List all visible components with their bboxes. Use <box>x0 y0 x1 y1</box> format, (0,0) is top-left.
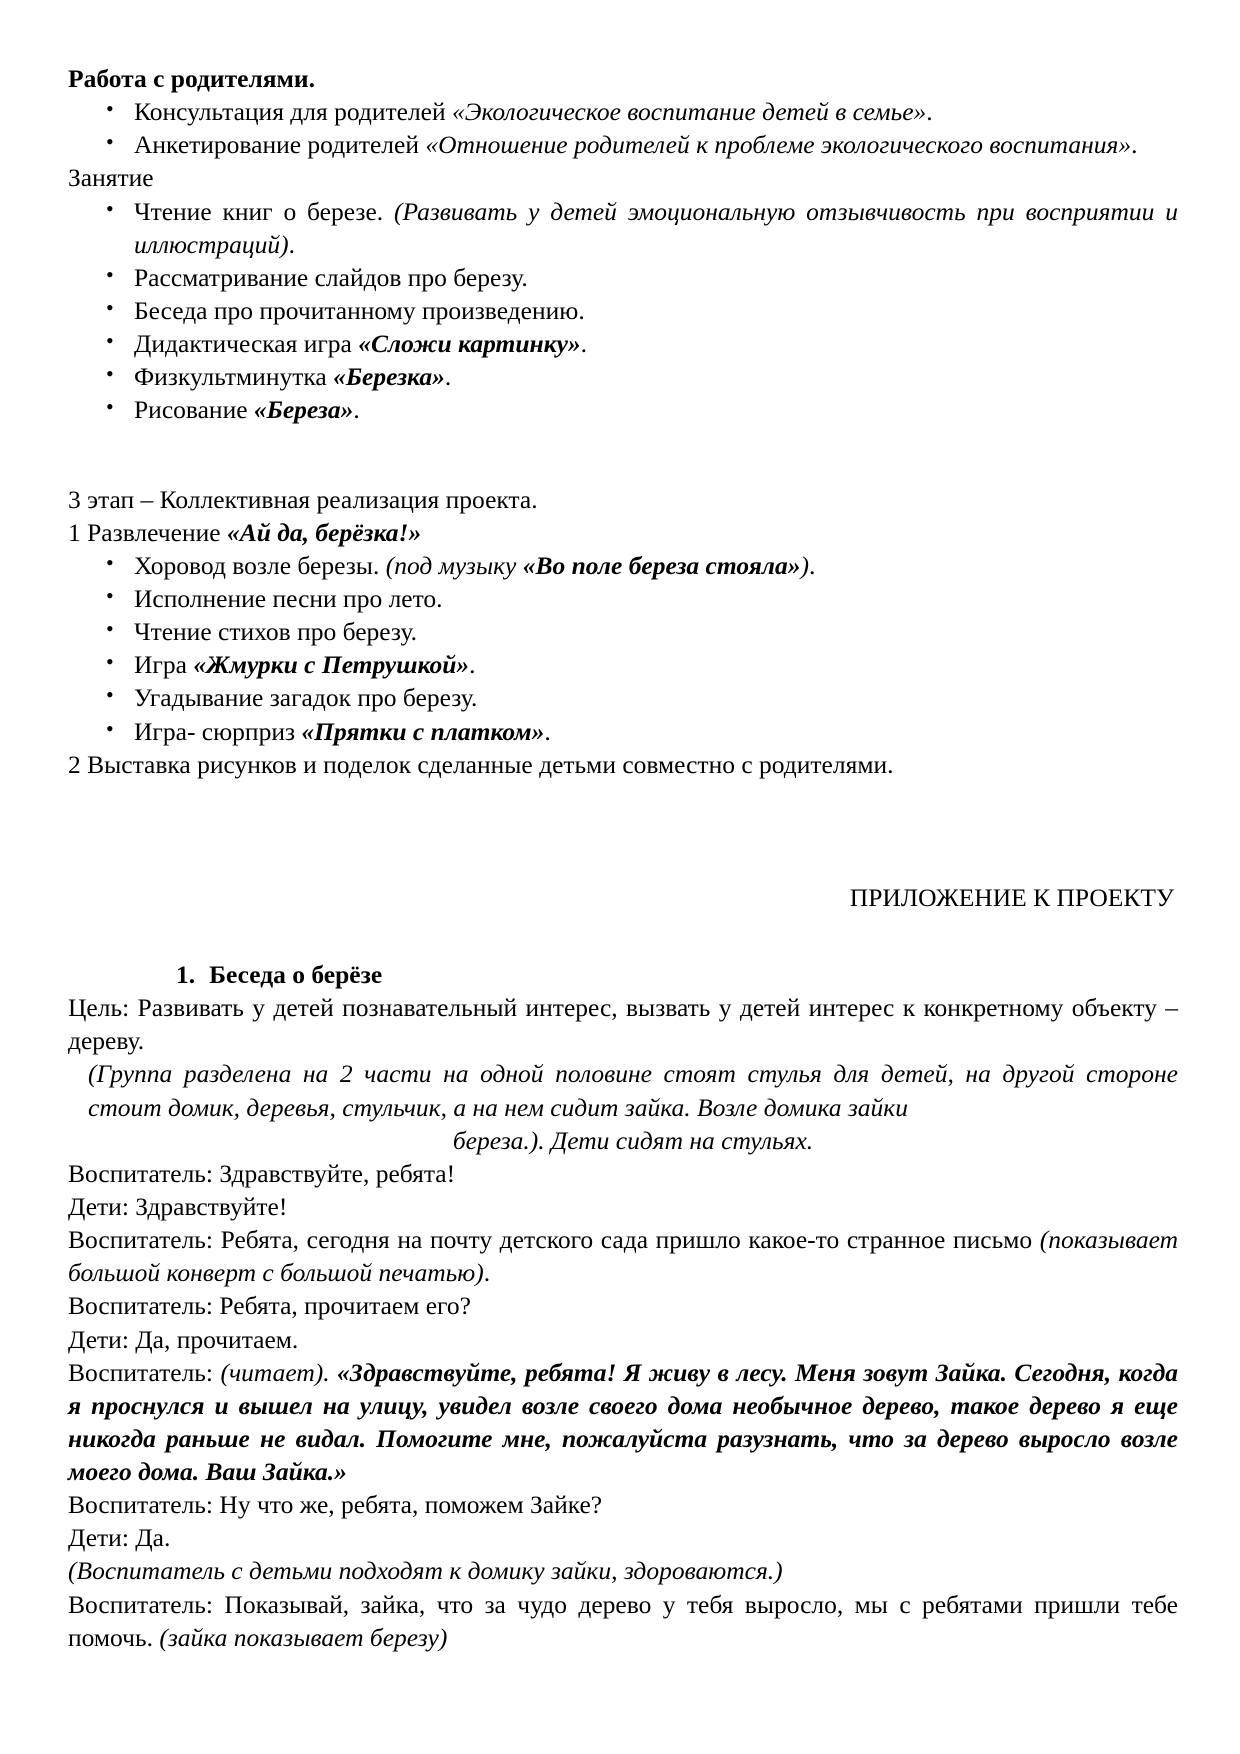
entertainment-title: «Ай да, берёзка!» <box>226 517 422 547</box>
item-tail: . <box>444 362 452 392</box>
heading-lesson: Занятие <box>68 163 154 193</box>
item-title: «Прятки с платком» <box>301 716 545 746</box>
spacer <box>68 914 1178 944</box>
dialogue-line <box>68 1223 1178 1289</box>
item-song-title: «Во поле береза стояла» <box>522 550 801 580</box>
list-item <box>68 294 1178 327</box>
dialogue-line <box>68 1323 1178 1356</box>
spacer <box>68 781 1178 851</box>
item-text: Беседа про прочитанному произведению. <box>134 295 585 325</box>
dialogue-speaker: Дети: <box>68 1523 129 1553</box>
list-item <box>68 195 1178 261</box>
list-item <box>68 615 1178 648</box>
dialogue-line <box>68 1488 1178 1521</box>
item-note: (Развивать у детей эмоциональную отзывчивость при восприятии и иллюстраций) <box>134 196 1178 259</box>
dialogue-speaker: Воспитатель: <box>68 1291 214 1321</box>
dialogue-speaker: Дети: <box>68 1324 129 1354</box>
item-text: Угадывание загадок про березу. <box>134 683 478 713</box>
item-text: Анкетирование родителей <box>134 130 426 160</box>
list-work-with-parents <box>68 95 1178 161</box>
dialogue-speaker: Воспитатель: <box>68 1158 214 1188</box>
list-lesson <box>68 195 1178 427</box>
dialogue-text: Да. <box>128 1523 171 1553</box>
item-text: Исполнение песни про лето. <box>134 583 443 613</box>
item-tail: . <box>580 329 588 359</box>
item-tail: . <box>353 395 360 425</box>
item-text: Рисование <box>134 395 254 425</box>
dialogue-line-letter <box>68 1356 1178 1489</box>
list-item <box>68 582 1178 615</box>
dialogue-speaker: Воспитатель: <box>68 1490 214 1520</box>
dialogue-text: Да, прочитаем. <box>128 1324 299 1354</box>
appendix-title: ПРИЛОЖЕНИЕ К ПРОЕКТУ <box>849 882 1174 912</box>
list-item <box>68 327 1178 360</box>
list-item <box>68 128 1178 161</box>
stage-direction-main: (Группа разделена на 2 части на одной половине стоят стулья для детей, на другой стороне стоит домик, деревья, стульчик, а на нем сидит зайка. Возле домика зайки <box>88 1059 1178 1122</box>
appendix-item-number: 1. <box>176 959 196 989</box>
dialogue-text: Показывай, зайка, что за чудо дерево у тебя выросло, мы с ребятами пришли тебе помочь. <box>68 1589 1178 1652</box>
item-title: «Жмурки с Петрушкой» <box>193 650 470 680</box>
item-tail: . <box>544 716 551 746</box>
list-item <box>68 549 1178 582</box>
dialogue-line <box>68 1588 1178 1654</box>
dialogue-text: Здравствуйте, ребята! <box>213 1158 456 1188</box>
dialogue-line <box>68 1190 1178 1223</box>
item-text: Игра- сюрприз <box>134 716 302 746</box>
dialogue-speaker: Воспитатель: <box>68 1589 214 1619</box>
item-tail: . <box>288 229 295 259</box>
item-text: Рассматривание слайдов про березу. <box>134 262 528 292</box>
document-body <box>68 62 1178 1654</box>
list-item <box>68 360 1178 393</box>
dialogue-speaker: Воспитатель: <box>68 1225 214 1255</box>
list-item <box>68 261 1178 294</box>
item-tail: . <box>809 550 816 580</box>
item-tail: . <box>1131 130 1138 160</box>
item-title: «Сложи картинку» <box>358 329 581 359</box>
item-text: Дидактическая игра <box>134 329 359 359</box>
item-text: Игра <box>134 650 194 680</box>
item-note-close: ) <box>800 550 809 580</box>
goal-text: Развивать у детей познавательный интерес, вызвать у детей интерес к конкретному объекту – дереву. <box>68 993 1178 1056</box>
spacer <box>68 851 1178 881</box>
appendix-item-heading <box>68 958 1178 991</box>
list-item <box>68 648 1178 681</box>
dialogue-line <box>68 1157 1178 1190</box>
stage-3-line: 3 этап – Коллективная реализация проекта. <box>68 484 538 514</box>
entertainment-line <box>68 516 1178 549</box>
goal-label: Цель: <box>68 993 130 1023</box>
item-text: Чтение книг о березе. <box>134 196 394 226</box>
spacer <box>68 944 1178 958</box>
item-tail: . <box>926 97 933 127</box>
dialogue-speaker: Дети: <box>68 1191 129 1221</box>
dialogue-text: Здравствуйте! <box>128 1191 288 1221</box>
stage-direction-paragraph <box>68 1057 1178 1156</box>
item-text: Хоровод возле березы. <box>134 550 386 580</box>
item-title: «Березка» <box>333 362 445 392</box>
list-item <box>68 715 1178 748</box>
letter-body: «Здравствуйте, ребята! Я живу в лесу. Меня зовут Зайка. Сегодня, когда я проснулся и вышел на улицу, увидел возле своего дома необычное дерево, такое дерево я еще никогда раньше не видал. Помогите мне, пожалуйста разузнать, что за дерево выросло возле моего дома. Ваш Зайка.» <box>68 1357 1179 1487</box>
dialogue-stage-note: (зайка показывает березу) <box>159 1622 448 1652</box>
dialogue-line <box>68 1521 1178 1554</box>
list-item <box>68 681 1178 714</box>
item-tail: . <box>469 650 476 680</box>
dialogue-stage-note: (показывает большой конверт с большой печатью) <box>68 1225 1178 1288</box>
appendix-item-title: Беседа о берёзе <box>209 959 383 989</box>
dialogue-speaker: Воспитатель: <box>68 1357 214 1387</box>
item-note-open: (под музыку <box>385 550 523 580</box>
item-text: Физкультминутка <box>134 362 334 392</box>
entertainment-prefix: 1 Развлечение <box>68 517 227 547</box>
list-item <box>68 95 1178 128</box>
dialogue-line <box>68 1289 1178 1322</box>
dialogue-text: Ну что же, ребята, поможем Зайке? <box>213 1490 603 1520</box>
heading-work-with-parents: Работа с родителями. <box>68 64 315 93</box>
item-text: Консультация для родителей <box>134 97 453 127</box>
goal-paragraph <box>68 991 1178 1057</box>
list-item <box>68 393 1178 426</box>
dialogue-text: Ребята, сегодня на почту детского сада пришло какое-то странное письмо <box>213 1225 1040 1255</box>
dialogue-stage-note: (читает). <box>220 1357 338 1387</box>
stage-direction-last: береза.). Дети сидят на стульях. <box>452 1125 814 1155</box>
item-title: «Береза» <box>253 395 354 425</box>
item-title: «Экологическое воспитание детей в семье» <box>452 97 927 127</box>
dialogue-text: Ребята, прочитаем его? <box>213 1291 471 1321</box>
spacer <box>68 427 1178 483</box>
item-title: «Отношение родителей к проблеме экологического воспитания» <box>425 130 1132 160</box>
dialogue-tail: . <box>483 1258 491 1288</box>
exhibition-line: 2 Выставка рисунков и поделок сделанные детьми совместно с родителями. <box>68 749 894 779</box>
list-stage3 <box>68 549 1178 748</box>
dialogue-stage-direction: (Воспитатель с детьми подходят к домику зайки, здороваются.) <box>68 1556 783 1586</box>
item-text: Чтение стихов про березу. <box>134 617 418 647</box>
